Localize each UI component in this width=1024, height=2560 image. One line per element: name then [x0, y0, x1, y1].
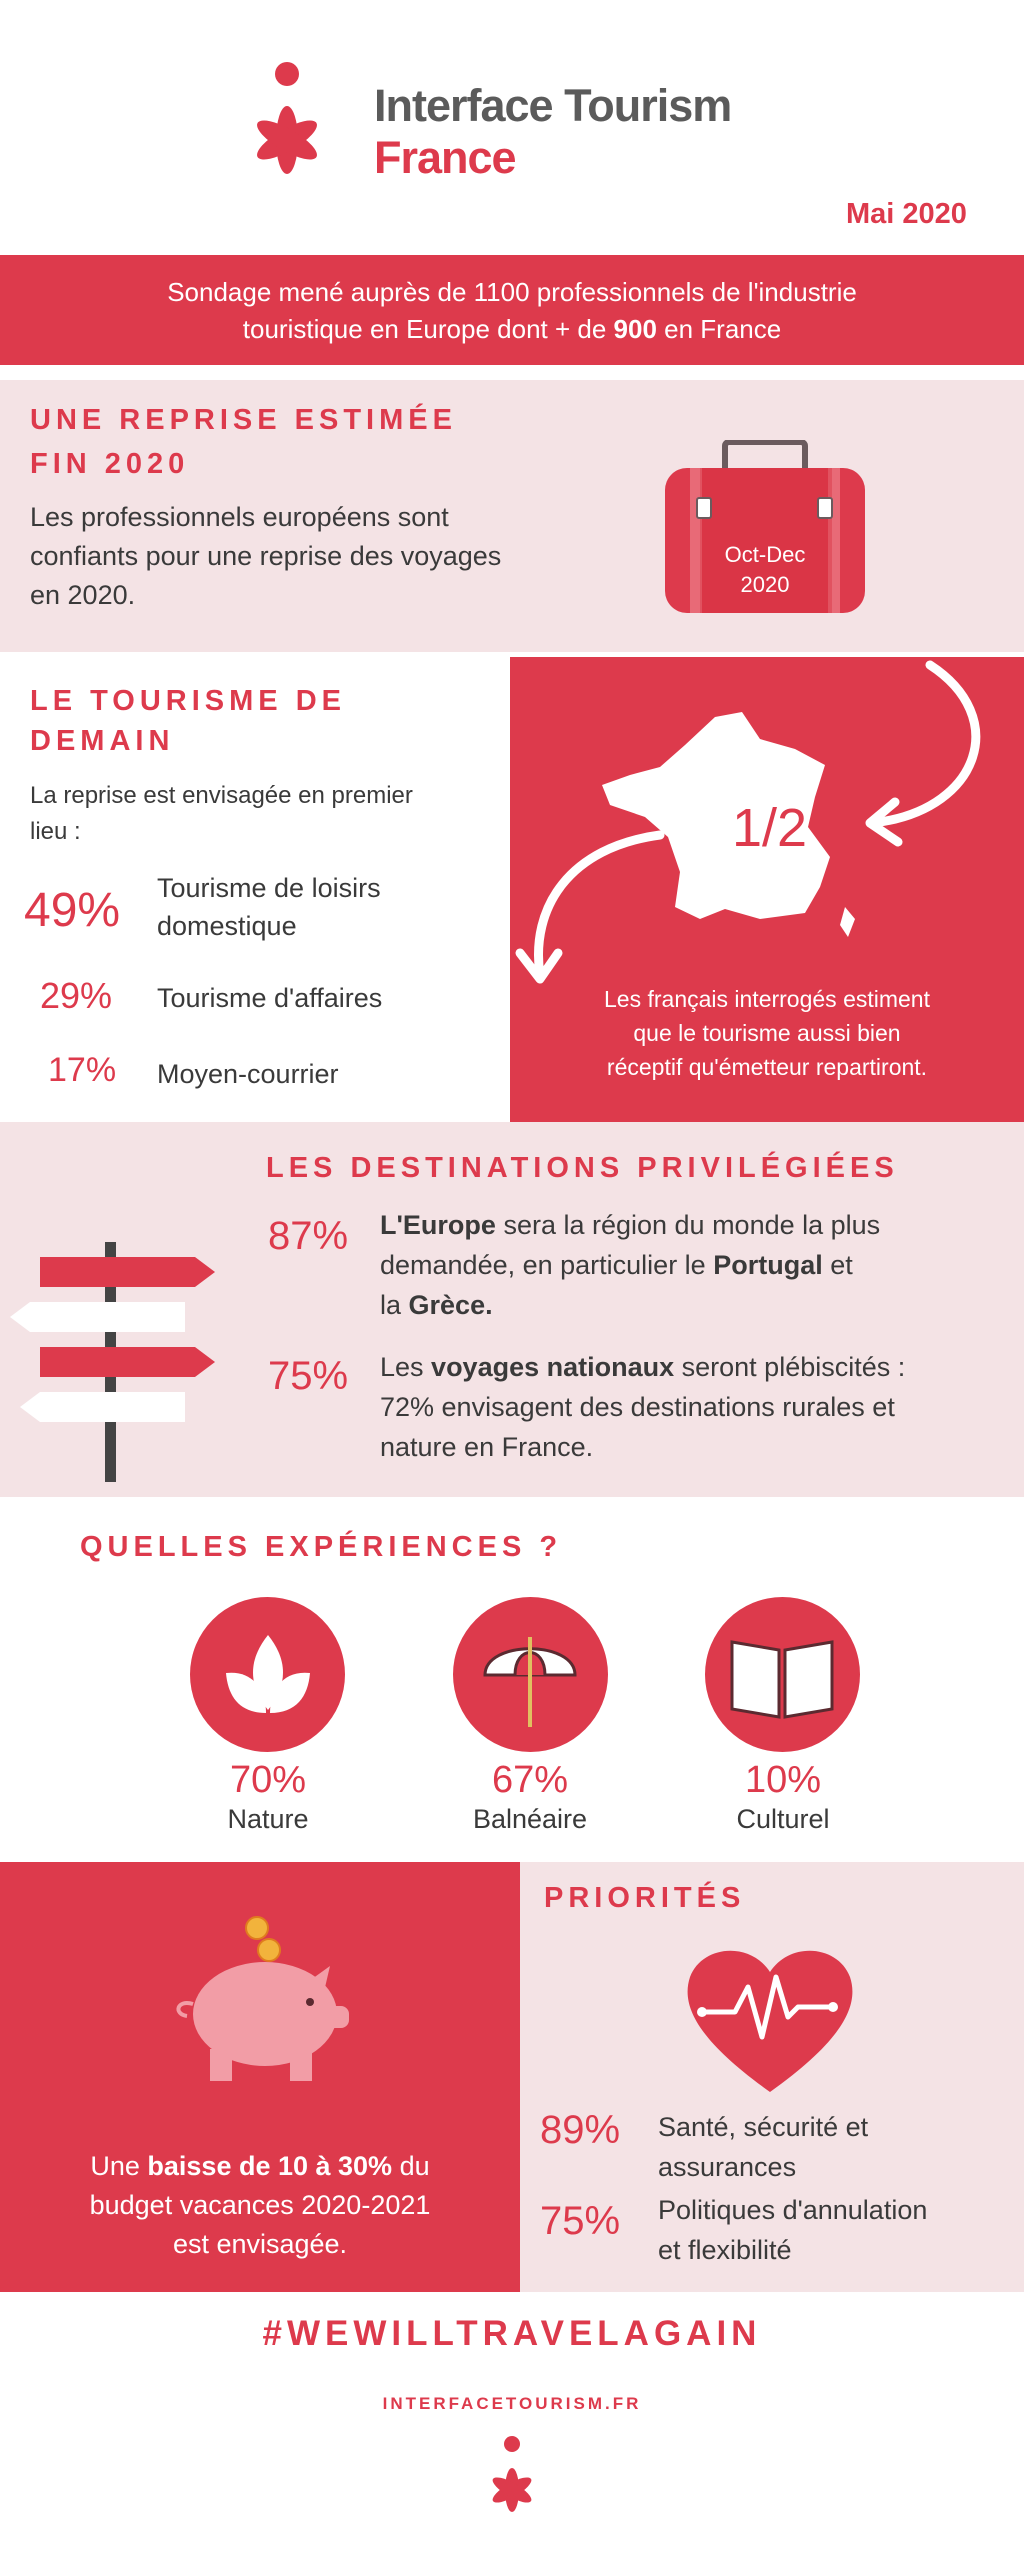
budget-panel — [0, 1862, 520, 2292]
text: la — [380, 1290, 409, 1320]
text: demandée, en particulier le — [380, 1250, 714, 1280]
suitcase-label-1: Oct-Dec — [724, 542, 806, 567]
budget-highlight: baisse de 10 à 30% — [147, 2151, 393, 2181]
banner-line1: Sondage mené auprès de 1100 professionnels de l'industrie — [167, 277, 857, 307]
map-text-1: Les français interrogés estiment — [604, 986, 930, 1012]
tourisme-intro-1: La reprise est envisagée en premier — [30, 782, 413, 809]
destination-text — [380, 1206, 880, 1245]
footer — [0, 2292, 1024, 2560]
banner-text-end: en France — [656, 314, 782, 344]
section-destinations — [0, 1122, 1024, 1497]
priority-label: Politiques d'annulation — [658, 2195, 928, 2225]
destination-text: nature en France. — [380, 1432, 594, 1462]
section-experiences — [0, 1497, 1024, 1862]
stat-pct: 29% — [40, 975, 113, 1016]
highlight-nationaux: voyages nationaux — [431, 1352, 675, 1382]
stat-label: Tourisme d'affaires — [157, 983, 383, 1013]
text: sera la région du monde la plus — [495, 1210, 881, 1240]
stat-label: Moyen-courrier — [157, 1059, 339, 1089]
banner-line2 — [0, 314, 1024, 345]
nature-circle — [190, 1597, 345, 1752]
logo-icon — [230, 60, 345, 195]
header — [0, 0, 1024, 255]
hashtag: #WEWILLTRAVELAGAIN — [262, 2314, 762, 2353]
website-link[interactable]: INTERFACETOURISM.FR — [382, 2394, 642, 2413]
reprise-text-2: confiants pour une reprise des voyages — [30, 541, 502, 571]
priority-pct: 75% — [540, 2199, 621, 2243]
culturel-circle — [705, 1597, 860, 1752]
priority-pct: 89% — [540, 2108, 621, 2152]
reprise-text-1: Les professionnels européens sont — [30, 502, 449, 532]
reprise-text-3: en 2020. — [30, 580, 136, 610]
stat-label: domestique — [157, 911, 297, 941]
stat-pct: 17% — [48, 1051, 117, 1089]
experience-label: Balnéaire — [472, 1804, 588, 1834]
tourisme-intro-2: lieu : — [30, 818, 81, 845]
section-tourisme — [0, 657, 1024, 1122]
stat-label: Tourisme de loisirs — [157, 873, 381, 903]
destination-text — [380, 1348, 905, 1387]
banner-text: touristique en Europe dont + de — [242, 314, 614, 344]
book-icon — [727, 1632, 837, 1722]
brand-name: Interface Tourism — [374, 80, 732, 131]
destination-text — [380, 1246, 853, 1285]
suitcase-label-2: 2020 — [740, 572, 790, 597]
logo-icon — [477, 2435, 547, 2525]
signpost-icon — [5, 1232, 225, 1482]
text: du — [392, 2151, 430, 2181]
experience-label: Culturel — [736, 1804, 830, 1834]
destination-text: 72% envisagent des destinations rurales et — [380, 1392, 895, 1422]
destination-pct: 87% — [268, 1214, 349, 1258]
experience-pct: 10% — [744, 1759, 822, 1801]
reprise-title-1: UNE REPRISE ESTIMÉE — [30, 404, 457, 436]
reprise-title-2: FIN 2020 — [30, 448, 190, 480]
banner-highlight: 900 — [613, 314, 657, 344]
text: Les — [380, 1352, 432, 1382]
experience-pct: 70% — [229, 1759, 307, 1801]
map-text-3: réceptif qu'émetteur repartiront. — [606, 1054, 928, 1080]
leaf-icon — [218, 1625, 318, 1725]
priorites-title: PRIORITÉS — [544, 1882, 746, 1914]
budget-text-1 — [0, 2147, 520, 2186]
survey-banner — [0, 255, 1024, 365]
text: Une — [90, 2151, 148, 2181]
heart-icon — [680, 1937, 860, 2097]
priority-label: et flexibilité — [658, 2235, 792, 2265]
tourisme-title-2: DEMAIN — [30, 725, 175, 757]
priorites-panel — [520, 1862, 1024, 2292]
experience-label: Nature — [227, 1804, 309, 1834]
report-date: Mai 2020 — [846, 198, 967, 230]
section-reprise — [0, 380, 1024, 652]
highlight-portugal: Portugal — [713, 1250, 823, 1280]
highlight-grece: Grèce. — [408, 1290, 493, 1320]
umbrella-icon — [475, 1615, 585, 1735]
map-fraction: 1/2 — [732, 798, 808, 858]
stat-pct: 49% — [24, 884, 121, 937]
priority-label: Santé, sécurité et — [658, 2112, 869, 2142]
balneaire-circle — [453, 1597, 608, 1752]
destinations-title: LES DESTINATIONS PRIVILÉGIÉES — [266, 1152, 899, 1184]
tourisme-title-1: LE TOURISME DE — [30, 685, 346, 717]
brand-country: France — [374, 132, 516, 183]
highlight-europe: L'Europe — [380, 1210, 496, 1240]
text: et — [822, 1250, 853, 1280]
experiences-title: QUELLES EXPÉRIENCES ? — [80, 1531, 563, 1563]
france-panel — [510, 657, 1024, 1122]
destination-pct: 75% — [268, 1354, 349, 1398]
text: seront plébiscités : — [674, 1352, 906, 1382]
budget-text-2: budget vacances 2020-2021 — [89, 2190, 431, 2220]
experience-pct: 67% — [491, 1759, 569, 1801]
destination-text — [380, 1286, 493, 1325]
budget-text-3: est envisagée. — [172, 2229, 348, 2259]
priority-label: assurances — [658, 2152, 797, 2182]
map-text-2: que le tourisme aussi bien — [633, 1020, 901, 1046]
piggy-bank-icon — [165, 1914, 365, 2084]
